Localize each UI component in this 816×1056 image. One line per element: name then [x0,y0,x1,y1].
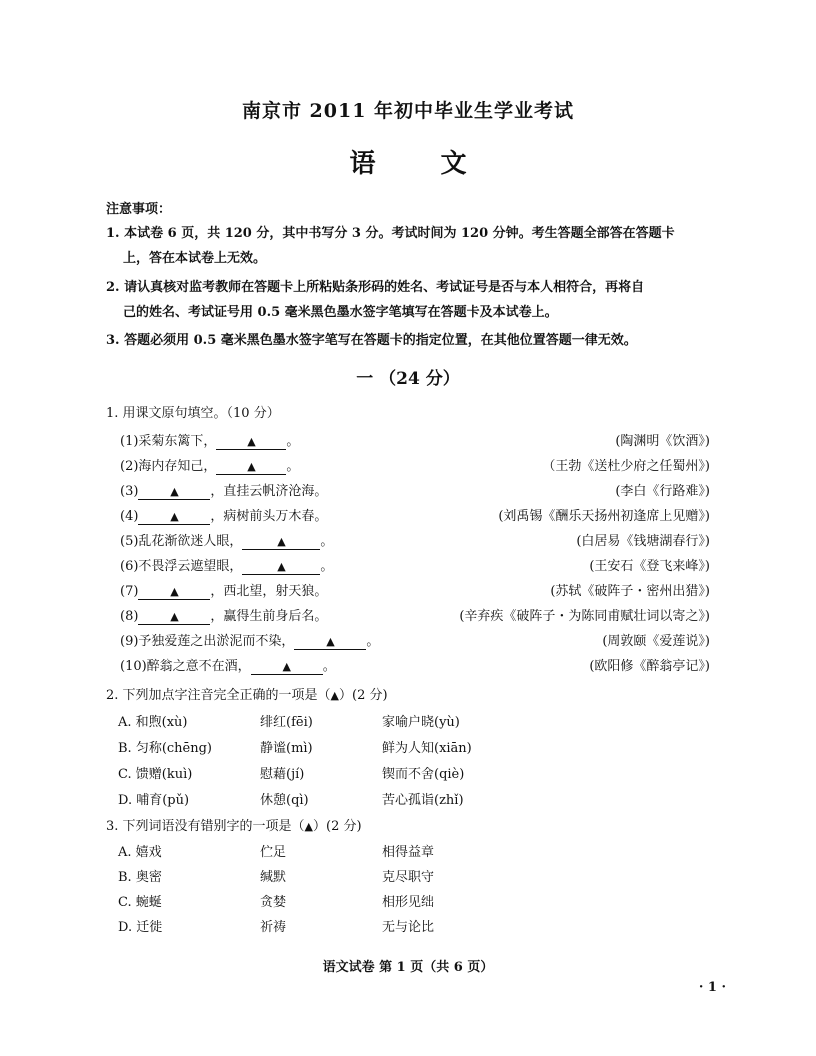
triangle-icon: ▲ [170,510,179,523]
q1-line-text: 。 [286,459,300,474]
q2-stem-text: 2. 下列加点字注音完全正确的一项是（ [106,688,331,703]
q3-option-a-phrase: 相得益章 [382,845,435,860]
answer-blank [138,585,210,600]
q2-option-b-word: 静谧(mì) [260,741,313,756]
q1-source: (周敦颐《爱莲说》) [602,634,710,649]
q1-line-text: ，病树前头万木春。 [210,509,328,524]
q1-source: （王勃《送杜少府之任蜀州》) [542,459,710,474]
page-footer: 语文试卷 第 1 页（共 6 页） [322,960,494,975]
triangle-icon: ▲ [277,535,286,548]
q1-line-text: 。 [322,659,336,674]
triangle-icon: ▲ [330,689,340,702]
q1-line-8 [120,605,327,625]
triangle-icon: ▲ [247,460,256,473]
q1-line-text: (6)不畏浮云遮望眼， [120,559,243,574]
q2-option-b-phrase: 鲜为人知(xiān) [382,741,472,756]
answer-blank [242,535,320,550]
q1-source: (李白《行路难》) [615,484,710,499]
q1-line-9 [120,630,379,650]
q1-line-text: (9)予独爱莲之出淤泥而不染， [120,634,295,649]
q1-line-text: (8) [120,609,139,624]
q3-option-c-word: 贪婪 [260,895,287,910]
question-3-stem [106,815,362,834]
subject-title: 语 文 [349,149,495,179]
question-2-stem [106,684,388,703]
q1-line-3 [120,480,327,500]
q2-option-b: B. 匀称(chēng) [118,741,213,756]
q2-option-c-phrase: 锲而不舍(qiè) [382,767,465,782]
q2-option-a-word: 绯红(fēi) [260,715,313,730]
q3-option-d-phrase: 无与论比 [382,920,435,935]
q2-option-c-word: 慰藉(jí) [260,767,305,782]
triangle-icon: ▲ [247,435,256,448]
q3-option-a-word: 伫足 [260,845,287,860]
triangle-icon: ▲ [282,660,291,673]
q1-line-text: (10)醉翁之意不在酒， [120,659,251,674]
answer-blank [216,460,286,475]
q1-line-text: (7) [120,584,139,599]
q1-line-10 [120,655,336,675]
triangle-icon: ▲ [277,560,286,573]
section-heading: 一 （24 分） [356,369,460,389]
answer-blank [251,660,323,675]
q1-line-text: 。 [286,434,300,449]
question-1-stem: 1. 用课文原句填空。（10 分） [106,406,280,421]
q1-line-1 [120,430,299,450]
q2-option-a: A. 和煦(xù) [118,715,188,730]
exam-title: 南京市 2011 年初中毕业生学业考试 [241,100,575,122]
q1-source: (陶渊明《饮酒》) [615,434,710,449]
notice-heading: 注意事项： [106,202,172,217]
q1-source: (刘禹锡《酬乐天扬州初逢席上见赠》) [498,509,710,524]
triangle-icon: ▲ [326,635,335,648]
q1-line-7 [120,580,327,600]
notice-item-3: 3. 答题必须用 0.5 毫米黑色墨水签字笔写在答题卡的指定位置，在其他位置答题一律无效。 [106,333,637,348]
q1-line-5 [120,530,333,550]
q1-line-text: (5)乱花渐欲迷人眼， [120,534,243,549]
answer-blank [138,610,210,625]
q1-line-text: 。 [320,534,334,549]
q3-option-b: B. 奥密 [118,870,162,885]
q1-line-text: 。 [366,634,380,649]
q1-source: (欧阳修《醉翁亭记》) [589,659,710,674]
q3-stem-text: 3. 下列词语没有错别字的一项是（ [106,819,305,834]
q3-option-a: A. 嬉戏 [118,845,162,860]
triangle-icon: ▲ [170,585,179,598]
q2-option-d: D. 哺育(pǔ) [118,793,190,808]
q2-option-a-phrase: 家喻户晓(yù) [382,715,460,730]
q1-source: (辛弃疾《破阵子・为陈同甫赋壮词以寄之》) [459,609,710,624]
q1-line-text: ，赢得生前身后名。 [210,609,328,624]
q3-option-d-word: 祈祷 [260,920,287,935]
q2-option-d-word: 休憩(qì) [260,793,309,808]
q2-stem-text: ）(2 分) [339,688,388,703]
q1-line-text: (2)海内存知己， [120,459,217,474]
triangle-icon: ▲ [170,485,179,498]
q1-line-text: (4) [120,509,139,524]
q3-option-b-phrase: 克尽职守 [382,870,435,885]
q1-line-2 [120,455,299,475]
page-number: · 1 · [698,980,726,995]
triangle-icon: ▲ [170,610,179,623]
q3-option-d: D. 迁徙 [118,920,163,935]
answer-blank [242,560,320,575]
q3-option-c: C. 蜿蜒 [118,895,162,910]
q2-option-c: C. 馈赠(kuì) [118,767,193,782]
q1-source: (王安石《登飞来峰》) [589,559,710,574]
triangle-icon: ▲ [304,820,314,833]
notice-item-1-cont: 上，答在本试卷上无效。 [123,251,267,266]
q3-option-c-phrase: 相形见绌 [382,895,435,910]
q3-stem-text: ）(2 分) [313,819,362,834]
notice-item-2: 2. 请认真核对监考教师在答题卡上所粘贴条形码的姓名、考试证号是否与本人相符合，再将自 [106,280,645,295]
q1-source: (苏轼《破阵子・密州出猎》) [550,584,710,599]
q1-line-text: (1)采菊东篱下， [120,434,217,449]
q3-option-b-word: 缄默 [260,870,287,885]
q1-source: (白居易《钱塘湖春行》) [576,534,710,549]
q1-line-text: ，西北望，射天狼。 [210,584,328,599]
answer-blank [216,435,286,450]
notice-item-2-cont: 己的姓名、考试证号用 0.5 毫米黑色墨水签字笔填写在答题卡及本试卷上。 [123,305,558,320]
q1-line-6 [120,555,333,575]
answer-blank [294,635,366,650]
answer-blank [138,510,210,525]
answer-blank [138,485,210,500]
q2-option-d-phrase: 苦心孤诣(zhǐ) [382,793,464,808]
q1-line-4 [120,505,327,525]
q1-line-text: 。 [320,559,334,574]
notice-item-1: 1. 本试卷 6 页，共 120 分，其中书写分 3 分。考试时间为 120 分钟。考生答题全部答在答题卡 [106,226,675,241]
q1-line-text: (3) [120,484,139,499]
q1-line-text: ，直挂云帆济沧海。 [210,484,328,499]
